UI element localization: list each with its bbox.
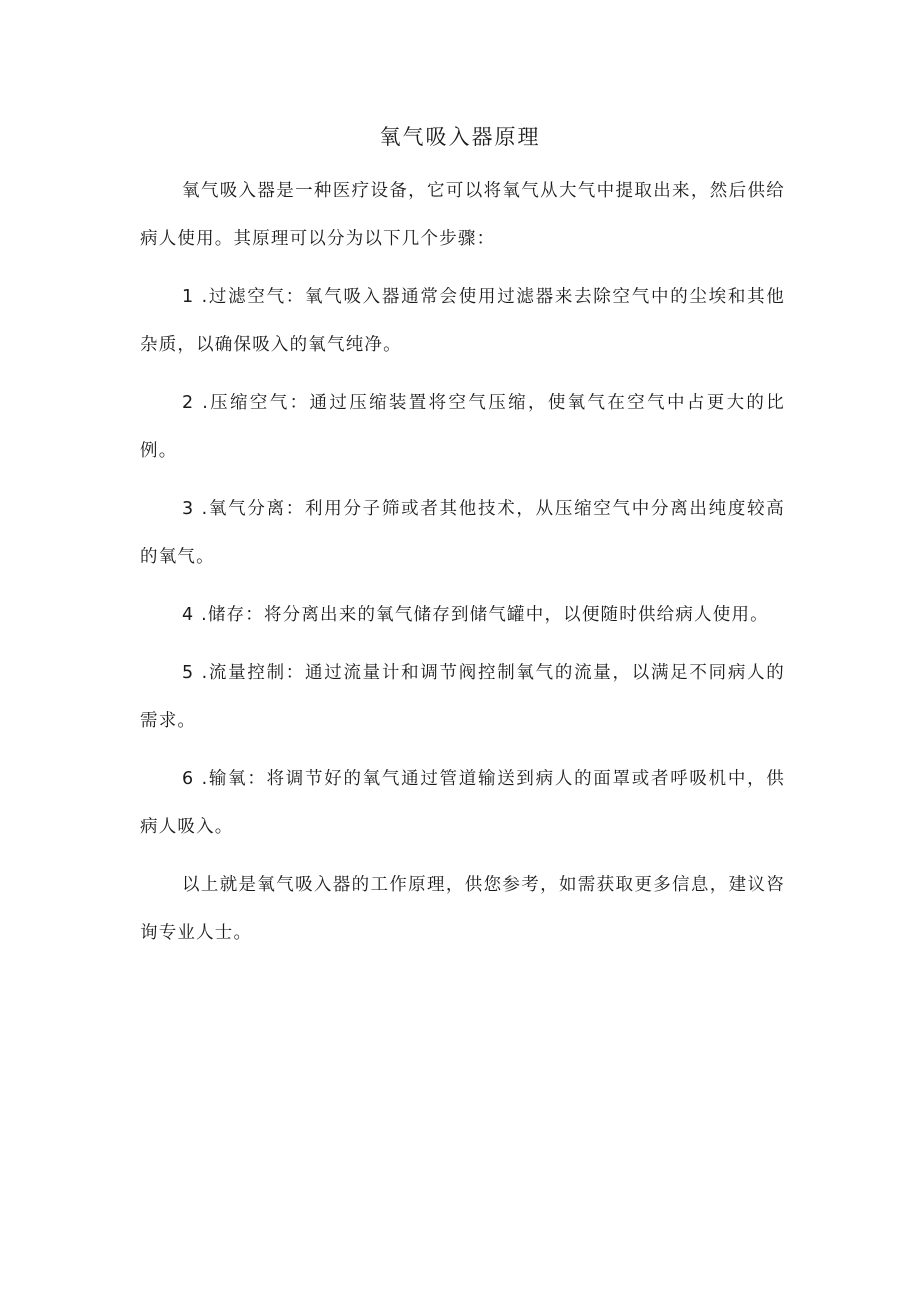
intro-paragraph: 氧气吸入器是一种医疗设备，它可以将氧气从大气中提取出来，然后供给病人使用。其原理可以分为以下几个步骤： bbox=[140, 181, 785, 249]
conclusion-paragraph: 以上就是氧气吸入器的工作原理，供您参考，如需获取更多信息，建议咨询专业人士。 bbox=[140, 875, 785, 943]
step-6-paragraph: 6 .输氧：将调节好的氧气通过管道输送到病人的面罩或者呼吸机中，供病人吸入。 bbox=[140, 769, 785, 837]
document-body bbox=[140, 167, 785, 967]
step-1-paragraph: 1 .过滤空气：氧气吸入器通常会使用过滤器来去除空气中的尘埃和其他杂质，以确保吸入的氧气纯净。 bbox=[140, 287, 785, 355]
step-3-paragraph: 3 .氧气分离：利用分子筛或者其他技术，从压缩空气中分离出纯度较高的氧气。 bbox=[140, 499, 785, 567]
document-title: 氧气吸入器原理 bbox=[379, 125, 541, 149]
step-4-paragraph: 4 .储存：将分离出来的氧气储存到储气罐中，以便随时供给病人使用。 bbox=[182, 605, 769, 625]
step-5-paragraph: 5 .流量控制：通过流量计和调节阀控制氧气的流量，以满足不同病人的需求。 bbox=[140, 663, 785, 731]
step-2-paragraph: 2 .压缩空气：通过压缩装置将空气压缩，使氧气在空气中占更大的比例。 bbox=[140, 393, 785, 461]
